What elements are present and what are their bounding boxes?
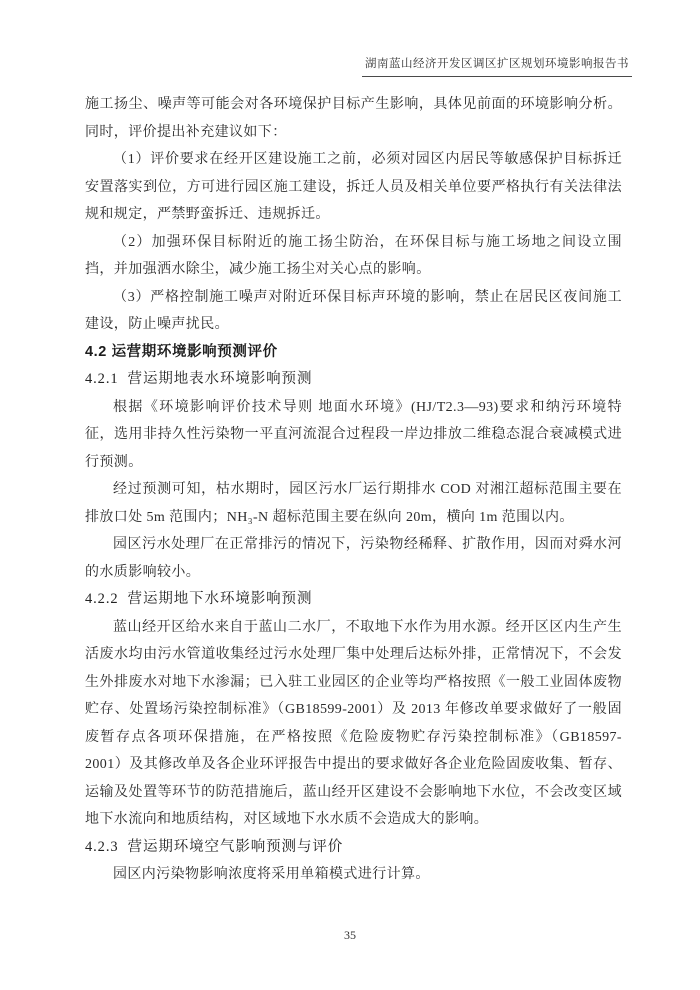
section-heading-4-2-2: 4.2.2 营运期地下水环境影响预测: [85, 591, 313, 607]
paragraph-surface-water-conclusion: 园区污水处理厂在正常排污的情况下，污染物经稀释、扩散作用，因而对舜水河的水质影响较小。: [85, 537, 622, 580]
section-heading-4-2-1: 4.2.1 营运期地表水环境影响预测: [85, 371, 313, 387]
running-header: [362, 56, 632, 77]
paragraph-surface-water-prediction: 经过预测可知，枯水期时，园区污水厂运行期排水 COD 对湘江超标范围主要在排放口处 5m 范围内；NH₃-N 超标范围主要在纵向 20m，横向 1m 范围以内。: [85, 482, 622, 525]
paragraph-groundwater-prediction: 蓝山经开区给水来自于蓝山二水厂，不取地下水作为用水源。经开区区内生产生活废水均由污水管道收集经过污水处理厂集中处理后达标外排，正常情况下，不会发生外排废水对地下水渗漏；已入驻工业园区的企业等均严格按照《一般工业固体废物贮存、处置场污染控制标准》（GB18599-2001）及 2013 年修改单要求做好了一般固废暂存点各项环保措施，在严格按照《危险废物贮存污染控制标准》（GB18597-2001）及其修改单及各企业环评报告中提出的要求做好各企业危险固废收集、暂存、运输及处置等环节的防范措施后，蓝山经开区建设不会影响地下水位，不会改变区域地下水流向和地质结构，对区域地下水水质不会造成大的影响。: [85, 619, 622, 827]
paragraph-suggestion-1: （1）评价要求在经开区建设施工之前，必须对园区内居民等敏感保护目标拆迁安置落实到位，方可进行园区施工建设，拆迁人员及相关单位要严格执行有关法律法规和规定，严禁野蛮拆迁、违规拆迁。: [85, 152, 622, 222]
paragraph-suggestion-2: （2）加强环保目标附近的施工扬尘防治，在环保目标与施工场地之间设立围挡，并加强洒水除尘，减少施工扬尘对关心点的影响。: [85, 234, 622, 277]
section-heading-4-2-3: 4.2.3 营运期环境空气影响预测与评价: [85, 838, 344, 855]
page-footer: [0, 928, 700, 943]
paragraph-air-prediction: 园区内污染物影响浓度将采用单箱模式进行计算。: [113, 867, 430, 882]
paragraph-construction-impacts: 施工扬尘、噪声等可能会对各环境保护目标产生影响，具体见前面的环境影响分析。同时，评价提出补充建议如下：: [85, 97, 622, 140]
paragraph-suggestion-3: （3）严格控制施工噪声对附近环保目标声环境的影响，禁止在居民区夜间施工建设，防止噪声扰民。: [85, 289, 622, 332]
document-body: [85, 91, 622, 889]
running-header-title: 湖南蓝山经济开发区调区扩区规划环境影响报告书: [365, 58, 629, 70]
page-number: 35: [344, 928, 356, 942]
paragraph-surface-water-method: 根据《环境影响评价技术导则 地面水环境》(HJ/T2.3—93)要求和纳污环境特征，选用非持久性污染物一平直河流混合过程段一岸边排放二维稳态混合衰减模式进行预测。: [85, 399, 622, 470]
section-heading-4-2: 4.2 运营期环境影响预测评价: [85, 343, 278, 360]
